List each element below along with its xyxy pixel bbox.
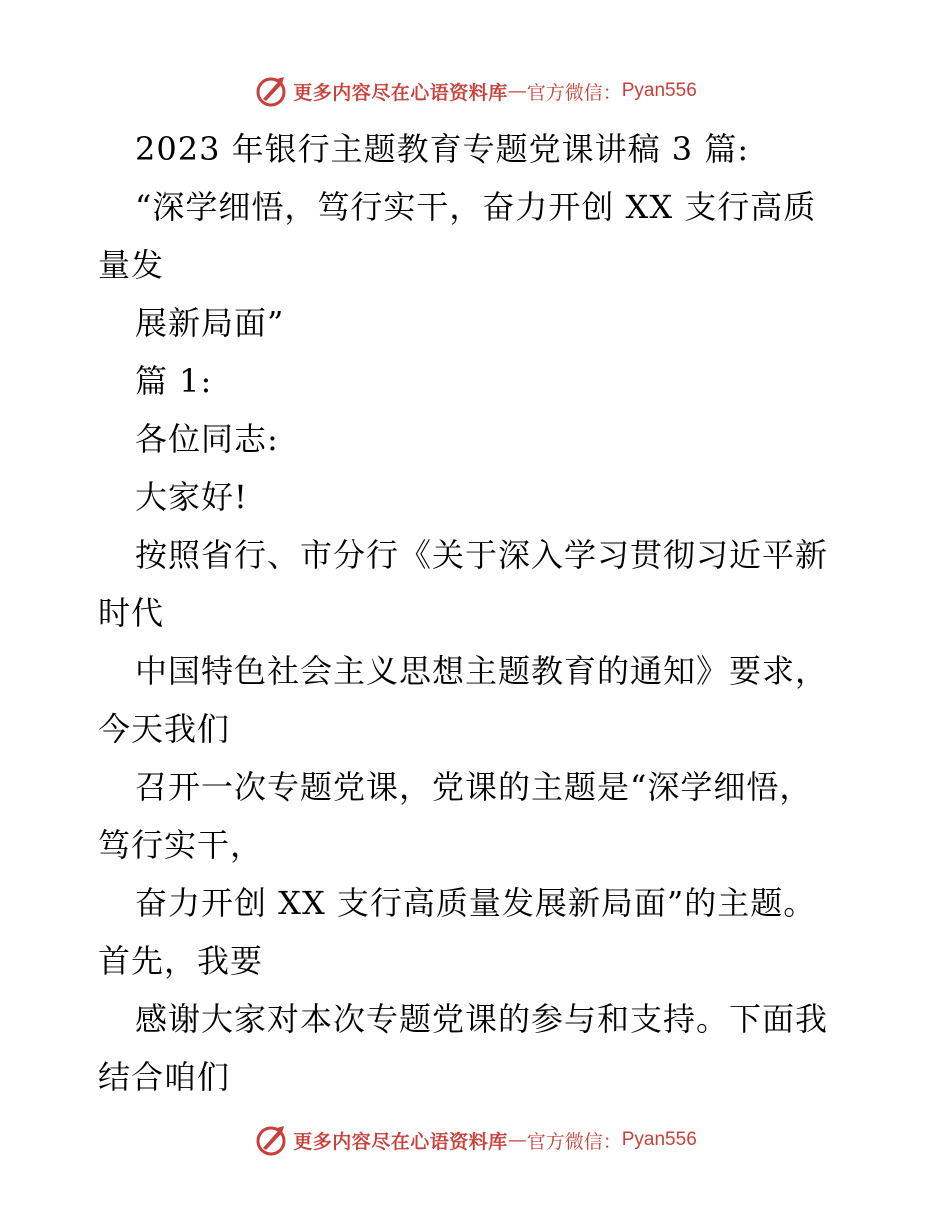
watermark-text: 更多内容尽在心语资料库 [293,81,508,104]
text-line: 时代 [98,594,165,632]
footer-watermark [0,1120,950,1160]
section-heading: 篇 1: [135,362,213,400]
watermark-wechat-id: Pyan556 [621,1129,697,1150]
text-line: 结合咱们 [98,1058,231,1096]
salutation: 各位同志: [135,420,279,458]
watermark-separator: — [507,1129,527,1151]
watermark-separator: — [507,80,527,102]
watermark-wechat-id: Pyan556 [621,80,697,101]
text-line: 今天我们 [98,710,231,748]
watermark-wechat-label: 官方微信： [526,81,622,104]
text-line: 奋力开创 XX 支行高质量发展新局面”的主题。 [135,884,817,922]
document-title: 2023 年银行主题教育专题党课讲稿 3 篇: [135,130,750,168]
watermark-text: 更多内容尽在心语资料库 [293,1130,508,1153]
document-subtitle: “深学细悟，笃行实干，奋力开创 XX 支行高质 [135,188,817,226]
text-line: 按照省行、市分行《关于深入学习贯彻习近平新 [135,536,829,574]
text-line: 展新局面” [135,304,285,342]
text-line: 笃行实干， [98,826,264,864]
text-line: 召开一次专题党课，党课的主题是“深学细悟， [135,768,813,806]
text-line: 感谢大家对本次专题党课的参与和支持。下面我 [135,1000,829,1038]
quill-seal-icon [253,73,289,109]
quill-seal-icon [253,1122,289,1158]
text-line: 中国特色社会主义思想主题教育的通知》要求， [135,652,829,690]
document-body [98,120,858,1106]
text-line: 首先，我要 [98,942,264,980]
greeting: 大家好! [135,478,248,516]
text-line: 量发 [98,246,165,284]
header-watermark [0,71,950,111]
watermark-wechat-label: 官方微信： [526,1130,622,1153]
